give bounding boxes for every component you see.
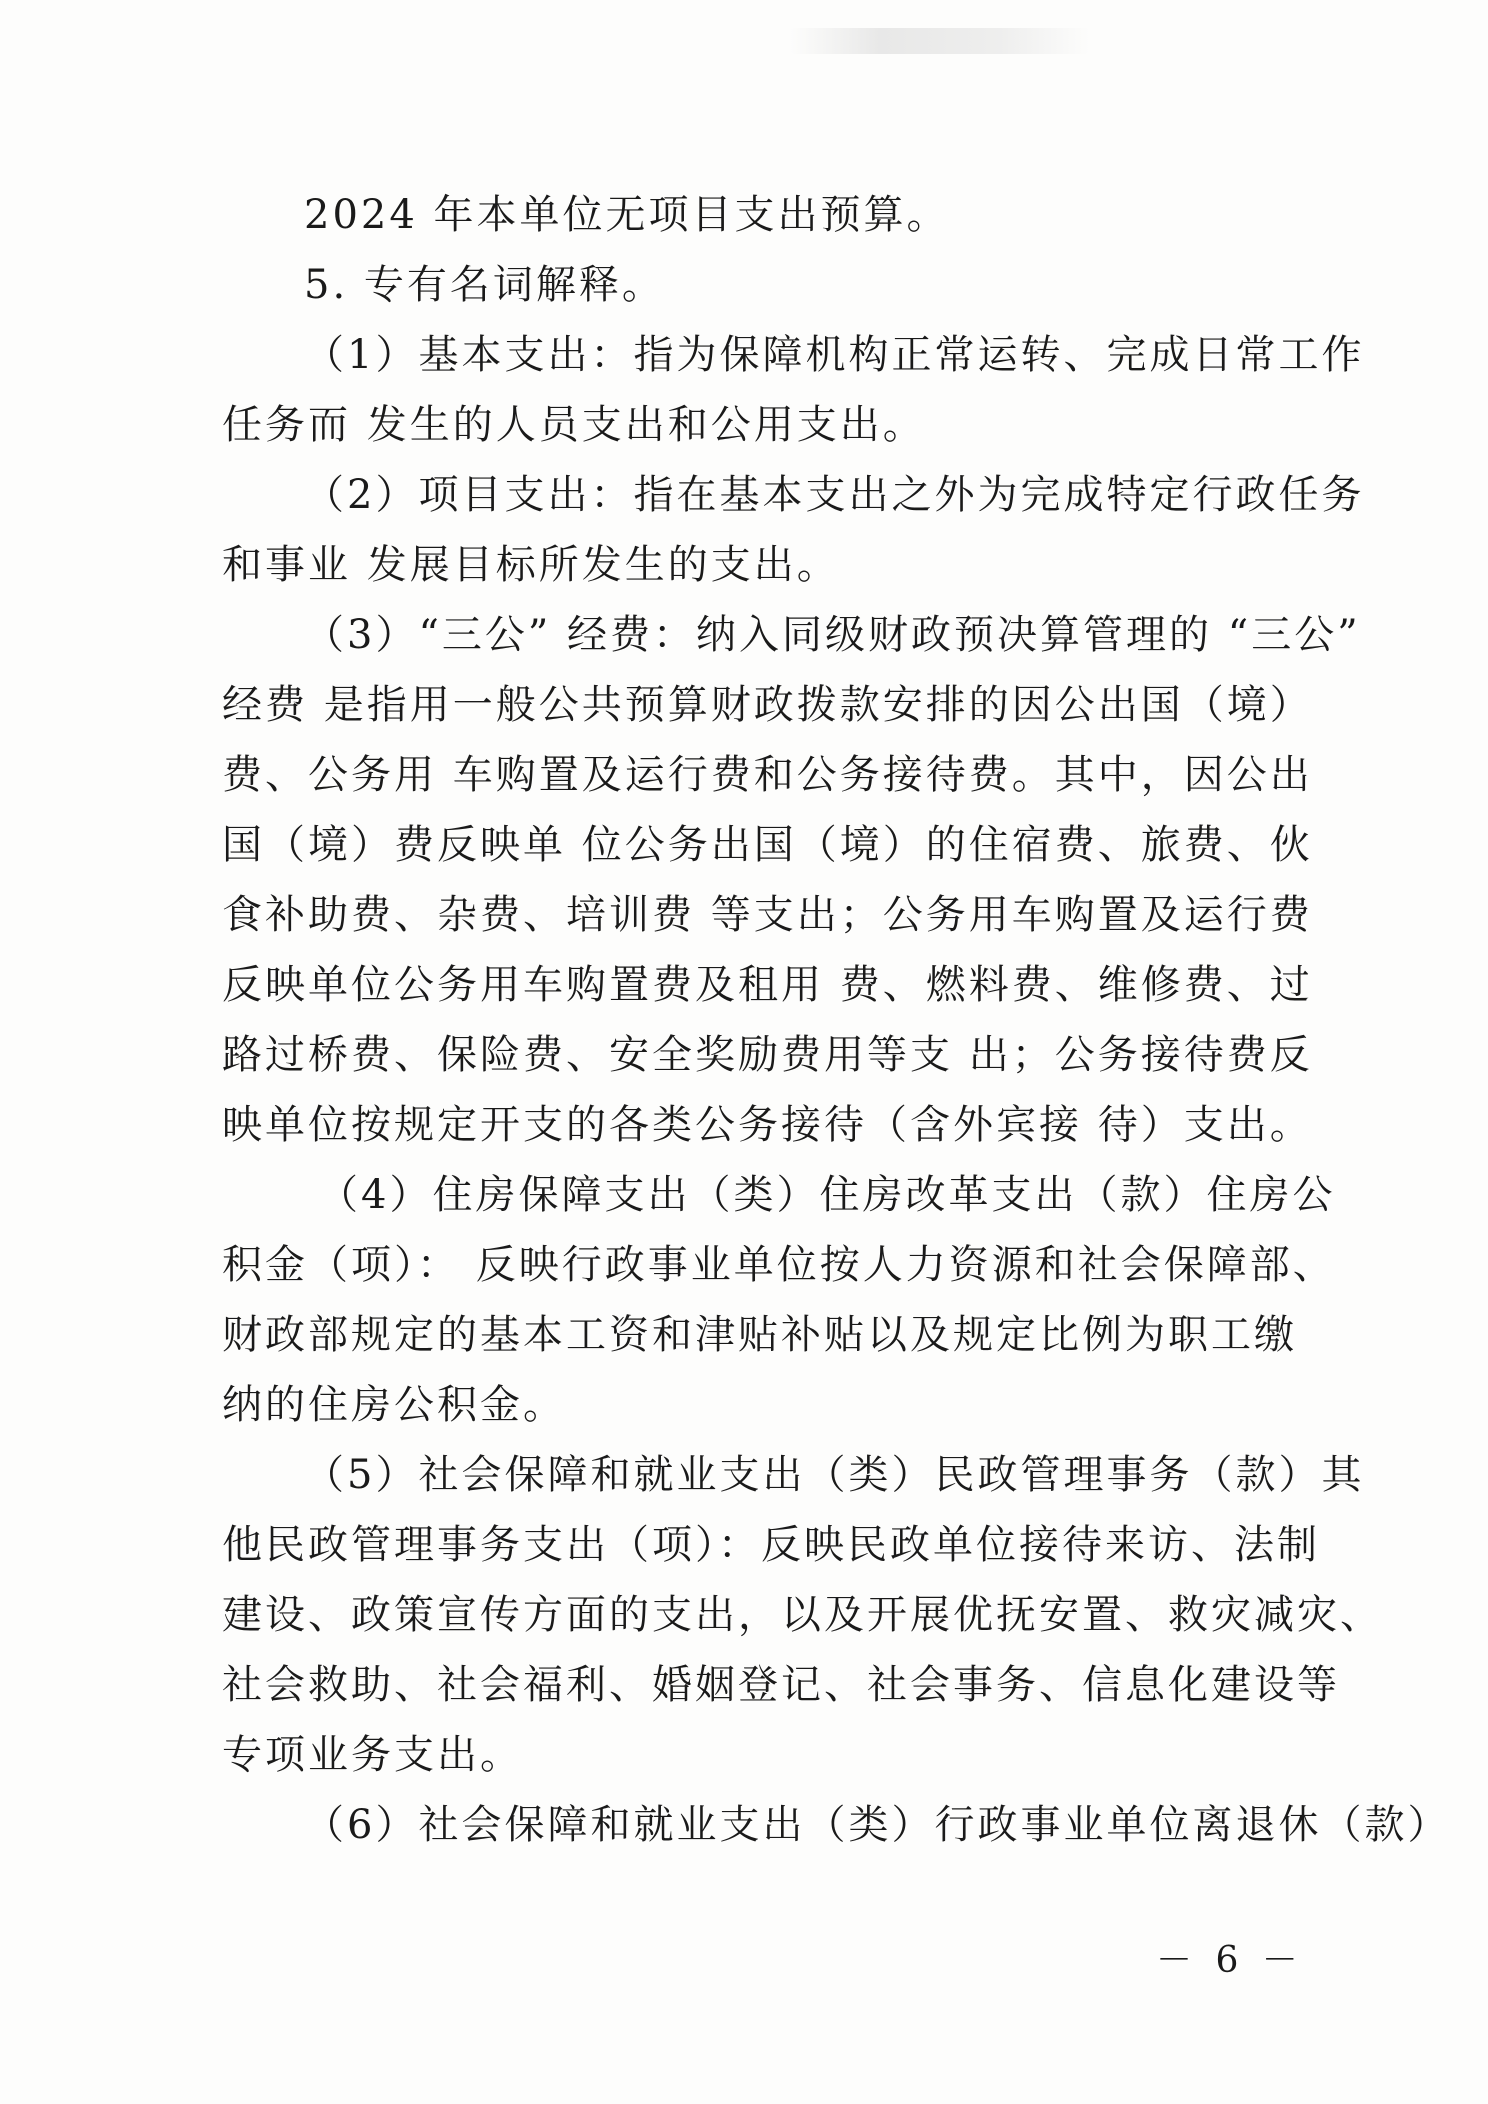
paragraph-line: 食补助费、杂费、培训费 等支出；公务用车购置及运行费 — [222, 892, 1313, 938]
body-text — [222, 180, 1451, 1860]
paragraph-line: 和事业 发展目标所发生的支出。 — [222, 542, 840, 588]
paragraph-line: 社会救助、社会福利、婚姻登记、社会事务、信息化建设等 — [222, 1662, 1340, 1708]
paragraph-line: 他民政管理事务支出（项）：反映民政单位接待来访、法制 — [222, 1522, 1320, 1568]
paragraph-line: （6）社会保障和就业支出（类）行政事业单位离退休（款） — [304, 1802, 1451, 1848]
paragraph-line: （5）社会保障和就业支出（类）民政管理事务（款）其 — [304, 1452, 1365, 1498]
paragraph-line: 积金（项）： 反映行政事业单位按人力资源和社会保障部、 — [222, 1242, 1336, 1288]
paragraph-line: 费、公务用 车购置及运行费和公务接待费。其中，因公出 — [222, 752, 1313, 798]
paragraph-line: 映单位按规定开支的各类公务接待（含外宾接 待）支出。 — [222, 1102, 1313, 1148]
paragraph-line: （3）“三公” 经费：纳入同级财政预决算管理的 “三公” — [304, 612, 1361, 658]
paragraph-line: 纳的住房公积金。 — [222, 1382, 566, 1428]
paragraph-line: 建设、政策宣传方面的支出，以及开展优抚安置、救灾减灾、 — [222, 1592, 1383, 1638]
paragraph-line: 任务而 发生的人员支出和公用支出。 — [222, 402, 926, 448]
paragraph-line: （1）基本支出：指为保障机构正常运转、完成日常工作 — [304, 332, 1365, 378]
paragraph-line: 经费 是指用一般公共预算财政拨款安排的因公出国（境） — [222, 682, 1313, 728]
paragraph-line: 路过桥费、保险费、安全奖励费用等支 出；公务接待费反 — [222, 1032, 1313, 1078]
scan-artifact — [790, 28, 1090, 54]
paragraph-line: 专项业务支出。 — [222, 1732, 523, 1778]
paragraph-line: （4）住房保障支出（类）住房改革支出（款）住房公 — [318, 1172, 1336, 1218]
paragraph-line: 国（境）费反映单 位公务出国（境）的住宿费、旅费、伙 — [222, 822, 1313, 868]
paragraph-line: 反映单位公务用车购置费及租用 费、燃料费、维修费、过 — [222, 962, 1313, 1008]
paragraph-line: 5. 专有名词解释。 — [304, 262, 665, 308]
page-number: － 6 － — [1156, 1940, 1304, 1981]
paragraph-line: 2024 年本单位无项目支出预算。 — [304, 192, 950, 238]
paragraph-line: 财政部规定的基本工资和津贴补贴以及规定比例为职工缴 — [222, 1312, 1297, 1358]
paragraph-line: （2）项目支出：指在基本支出之外为完成特定行政任务 — [304, 472, 1365, 518]
